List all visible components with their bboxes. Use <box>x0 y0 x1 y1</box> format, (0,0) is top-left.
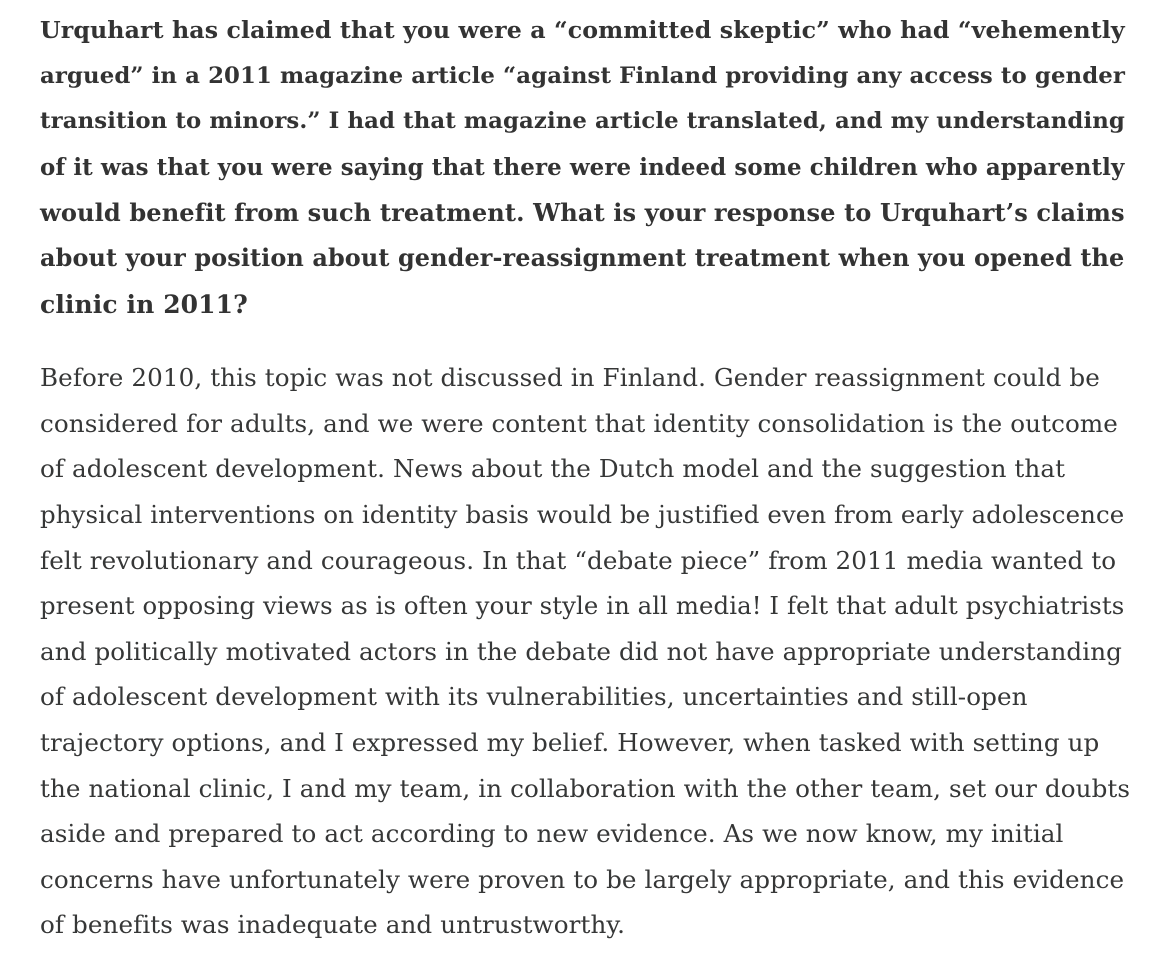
answer-line: of adolescent development with its vulnerabilities, uncertainties and still-open <box>40 682 1028 712</box>
question-line: would benefit from such treatment. What is your response to Urquhart’s claims <box>40 198 1125 228</box>
answer-line: physical interventions on identity basis would be justified even from early adolescence <box>40 499 1125 529</box>
answer-line: aside and prepared to act according to new evidence. As we now know, my initial <box>40 819 1064 849</box>
interview-question <box>40 8 1130 327</box>
question-line: of it was that you were saying that there were indeed some children who apparently <box>40 153 1125 181</box>
question-line: transition to minors.” I had that magazine article translated, and my understanding <box>40 108 1125 135</box>
answer-line: Before 2010, this topic was not discussed in Finland. Gender reassignment could be <box>40 363 1100 393</box>
answer-line: considered for adults, and we were content that identity consolidation is the outcome <box>40 408 1118 438</box>
interview-answer <box>40 355 1130 948</box>
answer-line: felt revolutionary and courageous. In that “debate piece” from 2011 media wanted to <box>40 545 1117 575</box>
question-line: Urquhart has claimed that you were a “committed skeptic” who had “vehemently <box>40 16 1125 44</box>
article-body <box>40 8 1130 948</box>
answer-line: concerns have unfortunately were proven to be largely appropriate, and this evidence <box>40 864 1125 894</box>
answer-line: of benefits was inadequate and untrustworthy. <box>40 910 626 940</box>
answer-line: trajectory options, and I expressed my belief. However, when tasked with setting up <box>40 727 1100 757</box>
question-line: argued” in a 2011 magazine article “against Finland providing any access to gender <box>40 62 1126 89</box>
answer-line: and politically motivated actors in the debate did not have appropriate understanding <box>40 636 1123 666</box>
question-line: clinic in 2011? <box>40 289 248 319</box>
answer-line: the national clinic, I and my team, in collaboration with the other team, set our doubts <box>40 773 1131 803</box>
answer-line: present opposing views as is often your style in all media! I felt that adult psychiatrists <box>40 591 1125 621</box>
answer-line: of adolescent development. News about the Dutch model and the suggestion that <box>40 454 1066 484</box>
question-line: about your position about gender-reassignment treatment when you opened the <box>40 243 1125 272</box>
